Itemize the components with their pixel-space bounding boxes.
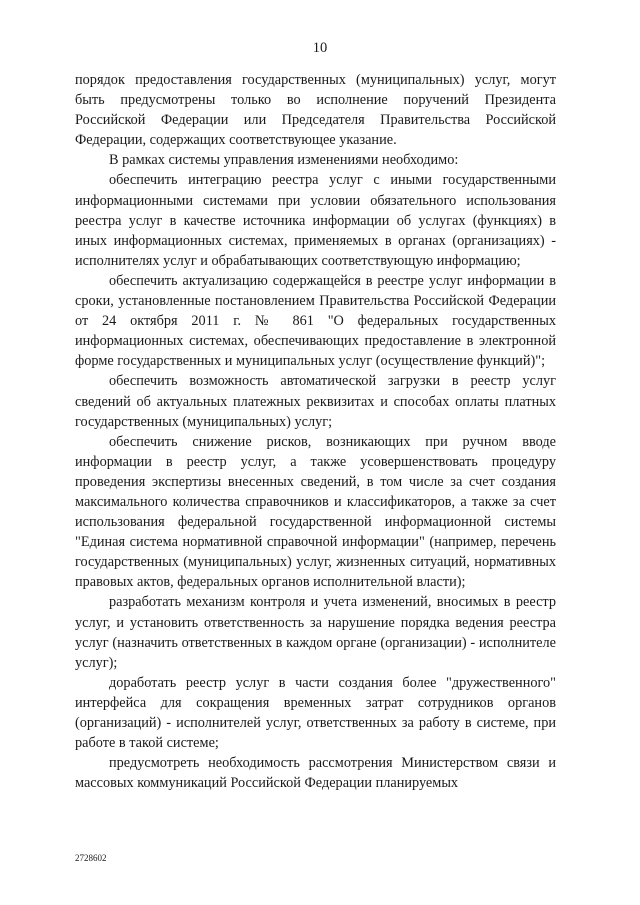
paragraph-interface: доработать реестр услуг в части создания более "дружественного" интерфейса для сокращения временных затрат сотрудников органов (организаций) - исполнителей услуг, ответственных за работу в системе, при работе в такой системе;	[75, 674, 556, 752]
paragraph-intro: В рамках системы управления изменениями необходимо:	[109, 152, 459, 169]
document-body	[75, 70, 556, 793]
paragraph-risk-reduction: обеспечить снижение рисков, возникающих при ручном вводе информации в реестр услуг, а также усовершенствовать процедуру проведения экспертизы внесенных сведений, в том числе за счет создания максимального количества справочников и классификаторов, а также за счет использования федеральной государственной информационной системы "Единая система нормативной справочной информации" (например, перечень государственных (муниципальных) услуг, жизненных ситуаций, нормативных правовых актов, федеральных органов исполнительной власти);	[75, 433, 556, 591]
paragraph-continuation: порядок предоставления государственных (муниципальных) услуг, могут быть предусмотрены только во исполнение поручений Президента Российской Федерации или Председателя Правительства Российской Федерации, содержащих соответствующее указание.	[75, 72, 556, 149]
paragraph-ministry-review: предусмотреть необходимость рассмотрения Министерством связи и массовых коммуникаций Российской Федерации планируемых	[75, 755, 556, 792]
document-code: 2728602	[75, 853, 107, 863]
paragraph-actualization: обеспечить актуализацию содержащейся в реестре услуг информации в сроки, установленные постановлением Правительства Российской Федерации от 24 октября 2011 г. № 861 "О федеральных государственных информационных системах, обеспечивающих предоставление в электронной форме государственных и муниципальных услуг (осуществление функций)";	[75, 272, 556, 370]
paragraph-integration: обеспечить интеграцию реестра услуг с иными государственными информационными системами при условии обязательного использования реестра услуг в качестве источника информации об услугах (функциях) в иных информационных системах, применяемых в органах (организациях) - исполнителях услуг и обрабатывающих соответствующую информацию;	[75, 172, 556, 269]
paragraph-control-mechanism: разработать механизм контроля и учета изменений, вносимых в реестр услуг, и установить ответственность за нарушение порядка ведения реестра услуг (назначить ответственных в каждом органе (организации) - исполнителе услуг);	[75, 594, 556, 671]
page-number: 10	[312, 40, 328, 56]
paragraph-auto-load: обеспечить возможность автоматической загрузки в реестр услуг сведений об актуальных платежных реквизитах и способах оплаты платных государственных (муниципальных) услуг;	[75, 373, 556, 430]
